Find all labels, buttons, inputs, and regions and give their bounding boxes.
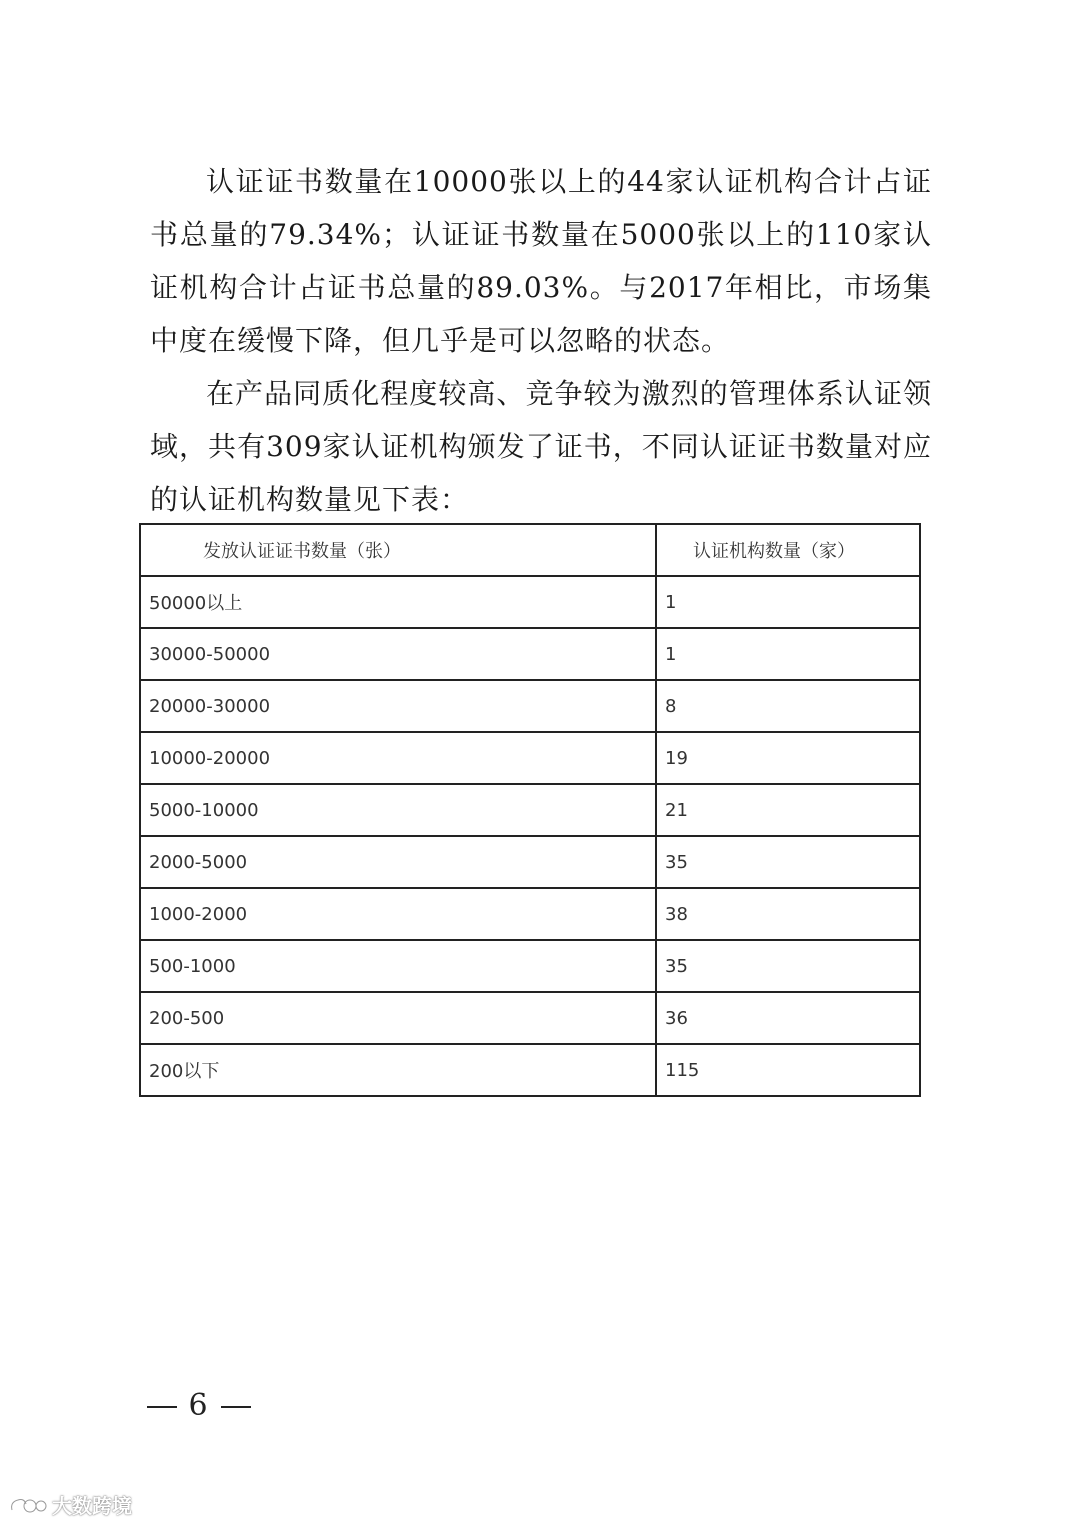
- cell-range: 2000-5000: [140, 836, 656, 888]
- table-row: [140, 784, 920, 836]
- page-number-value: 6: [188, 1388, 210, 1423]
- watermark: [8, 1490, 132, 1519]
- paragraph-market-concentration: 认证证书数量在10000张以上的44家认证机构合计占证书总量的79.34%；认证证书数量在5000张以上的110家认证机构合计占证书总量的89.03%。与2017年相比，市场集中度在缓慢下降，但几乎是可以忽略的状态。: [150, 165, 932, 357]
- cell-count: 35: [656, 940, 920, 992]
- watermark-text: 大数跨境: [52, 1494, 132, 1518]
- cell-range: 50000以上: [140, 576, 656, 628]
- table-row: [140, 576, 920, 628]
- cell-count: 36: [656, 992, 920, 1044]
- cell-count: 38: [656, 888, 920, 940]
- table-row: [140, 628, 920, 680]
- cell-range: 20000-30000: [140, 680, 656, 732]
- table-row: [140, 680, 920, 732]
- cell-range: 200以下: [140, 1044, 656, 1096]
- cell-count: 19: [656, 732, 920, 784]
- header-certificate-count: 发放认证证书数量（张）: [140, 524, 656, 576]
- header-institution-count: 认证机构数量（家）: [656, 524, 920, 576]
- cell-count: 115: [656, 1044, 920, 1096]
- paragraph-management-certification: 在产品同质化程度较高、竞争较为激烈的管理体系认证领域，共有309家认证机构颁发了证书，不同认证证书数量对应的认证机构数量见下表：: [150, 377, 932, 516]
- table-header-row: [140, 524, 920, 576]
- cell-range: 5000-10000: [140, 784, 656, 836]
- certification-table: [139, 523, 921, 1097]
- cell-count: 35: [656, 836, 920, 888]
- cell-range: 1000-2000: [140, 888, 656, 940]
- table-row: [140, 1044, 920, 1096]
- table-row: [140, 888, 920, 940]
- dash-left: [147, 1406, 177, 1408]
- table-row: [140, 732, 920, 784]
- cell-range: 10000-20000: [140, 732, 656, 784]
- page-number: [147, 1388, 251, 1423]
- cell-range: 200-500: [140, 992, 656, 1044]
- cell-range: 30000-50000: [140, 628, 656, 680]
- logo-icon: [8, 1494, 48, 1516]
- cell-count: 8: [656, 680, 920, 732]
- cell-count: 21: [656, 784, 920, 836]
- table-row: [140, 992, 920, 1044]
- cell-count: 1: [656, 576, 920, 628]
- table-row: [140, 836, 920, 888]
- cell-count: 1: [656, 628, 920, 680]
- table-row: [140, 940, 920, 992]
- dash-right: [221, 1406, 251, 1408]
- cell-range: 500-1000: [140, 940, 656, 992]
